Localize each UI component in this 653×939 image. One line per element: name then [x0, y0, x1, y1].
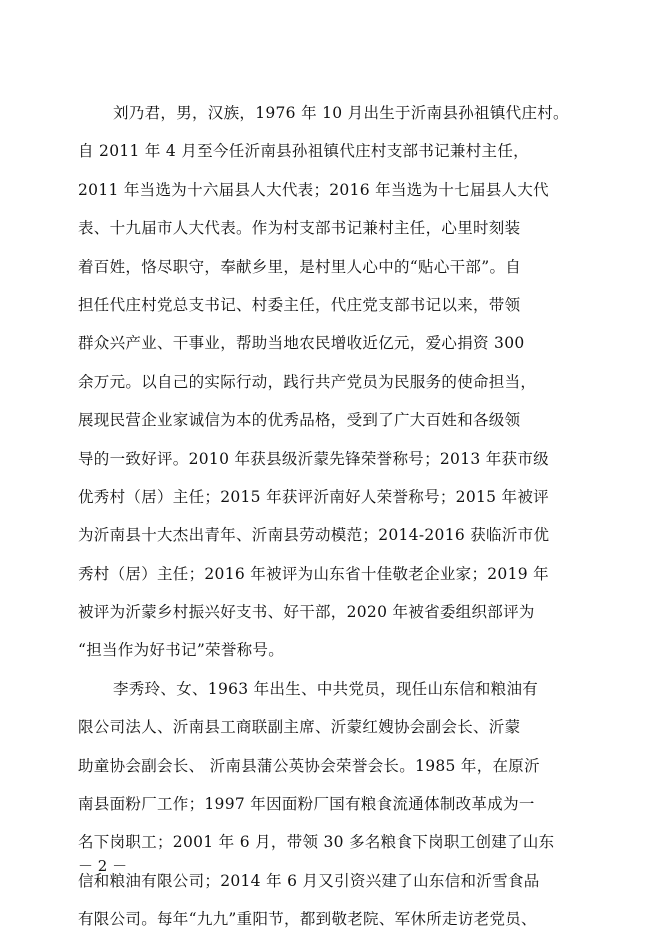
text-line: 被评为沂蒙乡村振兴好支书、好干部，2020 年被省委组织部评为	[78, 603, 535, 622]
text-line: 着百姓，恪尽职守，奉献乡里，是村里人心中的“贴心干部”。自	[78, 257, 522, 276]
text-line: 刘乃君，男，汉族，1976 年 10 月出生于沂南县孙祖镇代庄村。	[113, 104, 569, 122]
text-line: 南县面粉厂工作；1997 年因面粉厂国有粮食流通体制改革成为一	[78, 795, 535, 814]
text-line: 为沂南县十大杰出青年、沂南县劳动模范；2014-2016 获临沂市优	[78, 526, 550, 545]
text-line: 李秀玲、女、1963 年出生、中共党员，现任山东信和粮油有	[113, 679, 539, 698]
text-line: 助童协会副会长、 沂南县蒲公英协会荣誉会长。1985 年，在原沂	[78, 756, 540, 775]
text-line: 自 2011 年 4 月至今任沂南县孙祖镇代庄村支部书记兼村主任，	[78, 142, 529, 161]
text-line: 限公司法人、沂南县工商联副主席、沂蒙红嫂协会副会长、沂蒙	[78, 718, 521, 737]
text-line: 有限公司。每年“九九”重阳节，都到敬老院、军休所走访老党员、	[78, 910, 537, 929]
text-line: “担当作为好书记”荣誉称号。	[78, 641, 285, 660]
text-line: 2011 年当选为十六届县人大代表；2016 年当选为十七届县人大代	[78, 180, 549, 199]
paragraph-li-xiuling	[78, 670, 578, 939]
text-line: 展现民营企业家诚信为本的优秀品格，受到了广大百姓和各级领	[78, 411, 521, 430]
text-line: 秀村（居）主任；2016 年被评为山东省十佳敬老企业家；2019 年	[78, 564, 549, 583]
text-line: 名下岗职工；2001 年 6 月，带领 30 多名粮食下岗职工创建了山东	[78, 833, 555, 852]
paragraph-liu-naijun	[78, 94, 578, 670]
document-body	[78, 94, 578, 939]
text-line: 优秀村（居）主任；2015 年获评沂南好人荣誉称号；2015 年被评	[78, 487, 549, 506]
text-line: 担任代庄村党总支书记、村委主任，代庄党支部书记以来，带领	[78, 295, 521, 314]
text-line: 群众兴产业、干事业，帮助当地农民增收近亿元，爱心捐资 300	[78, 334, 525, 353]
text-line: 表、十九届市人大代表。作为村支部书记兼村主任，心里时刻装	[78, 219, 521, 238]
text-line: 余万元。以自己的实际行动，践行共产党员为民服务的使命担当，	[78, 372, 537, 391]
text-line: 信和粮油有限公司；2014 年 6 月又引资兴建了山东信和沂雪食品	[78, 871, 540, 890]
page-number: － 2 －	[78, 857, 128, 875]
text-line: 导的一致好评。2010 年获县级沂蒙先锋荣誉称号；2013 年获市级	[78, 449, 549, 468]
